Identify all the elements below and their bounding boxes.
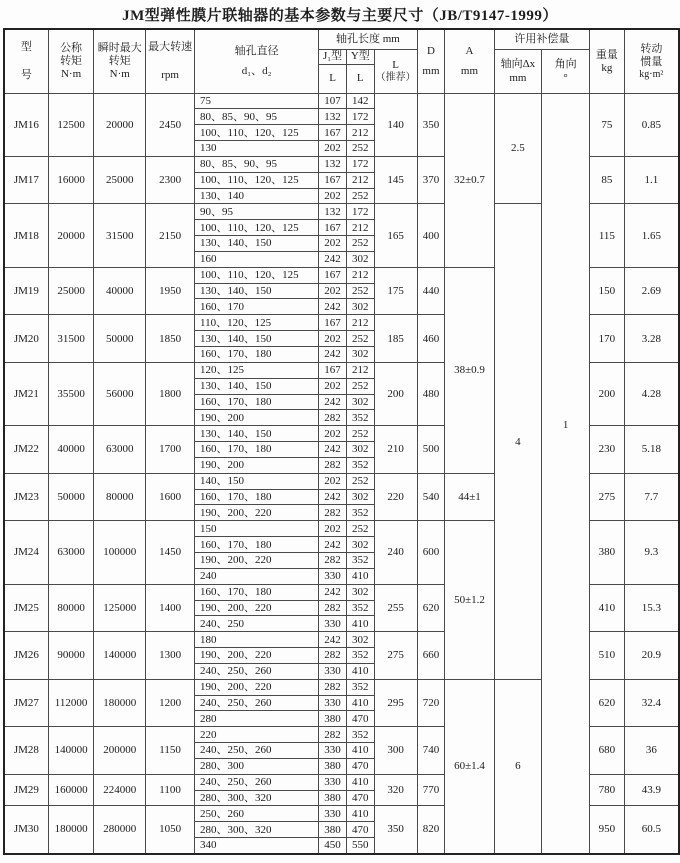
cell-y-length: 252 xyxy=(346,141,374,157)
cell-j1-length: 132 xyxy=(319,204,347,220)
cell-peak-torque: 50000 xyxy=(94,315,146,363)
cell-j1-length: 202 xyxy=(319,521,347,537)
cell-j1-length: 242 xyxy=(319,299,347,315)
cell-bore-diameter: 90、95 xyxy=(195,204,319,220)
cell-inertia: 0.85 xyxy=(624,93,679,156)
cell-bore-diameter: 80、85、90、95 xyxy=(195,156,319,172)
cell-j1-length: 330 xyxy=(319,568,347,584)
cell-weight: 950 xyxy=(590,806,625,854)
cell-nominal-torque: 90000 xyxy=(48,632,94,680)
cell-bore-diameter: 190、200 xyxy=(195,410,319,426)
cell-y-length: 410 xyxy=(346,568,374,584)
cell-y-length: 212 xyxy=(346,315,374,331)
cell-y-length: 410 xyxy=(346,695,374,711)
cell-peak-torque: 80000 xyxy=(94,473,146,521)
cell-y-length: 352 xyxy=(346,600,374,616)
cell-l-recommended: 220 xyxy=(374,473,417,521)
col-header-inertia: 转动 惯量 kg·m² xyxy=(624,29,679,93)
cell-d: 820 xyxy=(417,806,445,854)
cell-y-length: 352 xyxy=(346,410,374,426)
cell-weight: 170 xyxy=(590,315,625,363)
cell-d: 740 xyxy=(417,727,445,775)
cell-j1-length: 450 xyxy=(319,838,347,854)
cell-model: JM22 xyxy=(4,426,48,474)
cell-weight: 275 xyxy=(590,473,625,521)
cell-j1-length: 242 xyxy=(319,584,347,600)
cell-j1-length: 242 xyxy=(319,489,347,505)
cell-j1-length: 282 xyxy=(319,679,347,695)
cell-peak-torque: 40000 xyxy=(94,267,146,315)
cell-j1-length: 202 xyxy=(319,426,347,442)
cell-bore-diameter: 100、110、120、125 xyxy=(195,125,319,141)
cell-inertia: 5.18 xyxy=(624,426,679,474)
cell-bore-diameter: 280 xyxy=(195,711,319,727)
col-header-model-line1: 型 xyxy=(20,40,32,53)
cell-d: 720 xyxy=(417,679,445,727)
cell-j1-length: 202 xyxy=(319,236,347,252)
cell-bore-diameter: 280、300 xyxy=(195,758,319,774)
cell-inertia: 4.28 xyxy=(624,362,679,425)
cell-y-length: 302 xyxy=(346,632,374,648)
col-header-d: D mm xyxy=(417,29,445,93)
cell-nominal-torque: 20000 xyxy=(48,204,94,267)
col-header-peak-torque: 瞬时最大 转矩 N·m xyxy=(94,29,146,93)
cell-peak-torque: 31500 xyxy=(94,204,146,267)
cell-model: JM20 xyxy=(4,315,48,363)
cell-l-recommended: 175 xyxy=(374,267,417,315)
cell-j1-length: 282 xyxy=(319,457,347,473)
cell-bore-diameter: 240、250、260 xyxy=(195,663,319,679)
cell-j1-length: 167 xyxy=(319,267,347,283)
cell-bore-diameter: 250、260 xyxy=(195,806,319,822)
cell-weight: 680 xyxy=(590,727,625,775)
cell-l-recommended: 240 xyxy=(374,521,417,584)
cell-nominal-torque: 16000 xyxy=(48,156,94,204)
cell-bore-diameter: 140、150 xyxy=(195,473,319,489)
cell-max-speed: 2150 xyxy=(146,204,195,267)
cell-j1-length: 282 xyxy=(319,505,347,521)
cell-y-length: 252 xyxy=(346,188,374,204)
cell-nominal-torque: 160000 xyxy=(48,774,94,806)
cell-d: 370 xyxy=(417,156,445,204)
cell-weight: 230 xyxy=(590,426,625,474)
col-header-bore-length: 轴孔长度 mm xyxy=(319,29,417,49)
cell-nominal-torque: 112000 xyxy=(48,679,94,727)
col-header-l-recommended: L （推荐） xyxy=(374,49,417,93)
cell-j1-length: 330 xyxy=(319,806,347,822)
cell-y-length: 172 xyxy=(346,204,374,220)
cell-weight: 780 xyxy=(590,774,625,806)
cell-bore-diameter: 190、200、220 xyxy=(195,505,319,521)
cell-bore-diameter: 160 xyxy=(195,251,319,267)
cell-bore-diameter: 220 xyxy=(195,727,319,743)
cell-y-length: 410 xyxy=(346,774,374,790)
cell-peak-torque: 280000 xyxy=(94,806,146,854)
cell-inertia: 32.4 xyxy=(624,679,679,727)
cell-j1-length: 107 xyxy=(319,93,347,109)
cell-y-length: 352 xyxy=(346,679,374,695)
cell-y-length: 302 xyxy=(346,394,374,410)
cell-inertia: 43.9 xyxy=(624,774,679,806)
cell-l-recommended: 210 xyxy=(374,426,417,474)
cell-y-length: 302 xyxy=(346,299,374,315)
cell-peak-torque: 20000 xyxy=(94,93,146,156)
cell-bore-diameter: 180 xyxy=(195,632,319,648)
cell-bore-diameter: 75 xyxy=(195,93,319,109)
cell-j1-length: 242 xyxy=(319,442,347,458)
cell-y-length: 410 xyxy=(346,663,374,679)
cell-j1-length: 282 xyxy=(319,552,347,568)
col-header-axial: 轴向Δx mm xyxy=(494,49,542,93)
cell-model: JM16 xyxy=(4,93,48,156)
cell-j1-length: 242 xyxy=(319,632,347,648)
cell-y-length: 252 xyxy=(346,378,374,394)
cell-y-length: 252 xyxy=(346,331,374,347)
col-header-bore-diameter: 轴孔直径 d₁、d₂ xyxy=(195,29,319,93)
cell-j1-length: 282 xyxy=(319,727,347,743)
cell-l-recommended: 320 xyxy=(374,774,417,806)
cell-peak-torque: 140000 xyxy=(94,632,146,680)
cell-y-length: 550 xyxy=(346,838,374,854)
cell-y-length: 470 xyxy=(346,758,374,774)
cell-nominal-torque: 50000 xyxy=(48,473,94,521)
cell-bore-diameter: 190、200、220 xyxy=(195,600,319,616)
cell-j1-length: 330 xyxy=(319,695,347,711)
cell-weight: 75 xyxy=(590,93,625,156)
cell-l-recommended: 350 xyxy=(374,806,417,854)
cell-l-recommended: 255 xyxy=(374,584,417,632)
cell-bore-diameter: 130、140、150 xyxy=(195,331,319,347)
cell-d: 400 xyxy=(417,204,445,267)
cell-j1-length: 282 xyxy=(319,410,347,426)
cell-j1-length: 167 xyxy=(319,362,347,378)
cell-j1-length: 242 xyxy=(319,251,347,267)
cell-a: 50±1.2 xyxy=(445,521,494,679)
cell-peak-torque: 100000 xyxy=(94,521,146,584)
cell-j1-length: 282 xyxy=(319,600,347,616)
cell-max-speed: 1100 xyxy=(146,774,195,806)
cell-weight: 620 xyxy=(590,679,625,727)
cell-weight: 410 xyxy=(590,584,625,632)
cell-weight: 85 xyxy=(590,156,625,204)
cell-bore-diameter: 160、170、180 xyxy=(195,489,319,505)
col-header-model xyxy=(4,29,48,93)
cell-j1-length: 380 xyxy=(319,822,347,838)
cell-bore-diameter: 280、300、320 xyxy=(195,822,319,838)
cell-model: JM18 xyxy=(4,204,48,267)
page-title: JM型弹性膜片联轴器的基本参数与主要尺寸（JB/T9147-1999） xyxy=(122,8,558,24)
cell-y-length: 172 xyxy=(346,156,374,172)
cell-nominal-torque: 25000 xyxy=(48,267,94,315)
cell-d: 440 xyxy=(417,267,445,315)
cell-y-length: 410 xyxy=(346,806,374,822)
col-header-max-speed: 最大转速 rpm xyxy=(146,29,195,93)
cell-nominal-torque: 140000 xyxy=(48,727,94,775)
cell-max-speed: 1950 xyxy=(146,267,195,315)
cell-a: 60±1.4 xyxy=(445,679,494,853)
cell-y-length: 470 xyxy=(346,822,374,838)
cell-peak-torque: 224000 xyxy=(94,774,146,806)
cell-y-length: 352 xyxy=(346,552,374,568)
cell-j1-length: 167 xyxy=(319,315,347,331)
cell-weight: 510 xyxy=(590,632,625,680)
cell-a: 38±0.9 xyxy=(445,267,494,473)
cell-j1-length: 380 xyxy=(319,790,347,806)
cell-j1-length: 167 xyxy=(319,125,347,141)
cell-bore-diameter: 130、140、150 xyxy=(195,236,319,252)
col-header-angular: 角向 ° xyxy=(542,49,590,93)
cell-nominal-torque: 180000 xyxy=(48,806,94,854)
col-header-y-l: L xyxy=(346,64,374,93)
cell-d: 350 xyxy=(417,93,445,156)
cell-bore-diameter: 160、170、180 xyxy=(195,584,319,600)
col-header-compensation: 许用补偿量 xyxy=(494,29,590,49)
cell-l-recommended: 165 xyxy=(374,204,417,267)
cell-j1-length: 202 xyxy=(319,331,347,347)
cell-bore-diameter: 150 xyxy=(195,521,319,537)
cell-max-speed: 1200 xyxy=(146,679,195,727)
cell-y-length: 252 xyxy=(346,426,374,442)
col-header-a: A mm xyxy=(445,29,494,93)
cell-nominal-torque: 63000 xyxy=(48,521,94,584)
cell-max-speed: 1050 xyxy=(146,806,195,854)
cell-bore-diameter: 100、110、120、125 xyxy=(195,220,319,236)
cell-nominal-torque: 12500 xyxy=(48,93,94,156)
cell-bore-diameter: 110、120、125 xyxy=(195,315,319,331)
cell-j1-length: 132 xyxy=(319,109,347,125)
cell-j1-length: 282 xyxy=(319,648,347,664)
cell-max-speed: 1850 xyxy=(146,315,195,363)
cell-j1-length: 167 xyxy=(319,172,347,188)
cell-j1-length: 242 xyxy=(319,537,347,553)
cell-y-length: 252 xyxy=(346,473,374,489)
cell-d: 600 xyxy=(417,521,445,584)
cell-l-recommended: 300 xyxy=(374,727,417,775)
cell-max-speed: 1600 xyxy=(146,473,195,521)
cell-inertia: 36 xyxy=(624,727,679,775)
cell-bore-diameter: 160、170、180 xyxy=(195,442,319,458)
cell-peak-torque: 125000 xyxy=(94,584,146,632)
cell-d: 540 xyxy=(417,473,445,521)
cell-bore-diameter: 160、170 xyxy=(195,299,319,315)
cell-max-speed: 1400 xyxy=(146,584,195,632)
cell-j1-length: 380 xyxy=(319,711,347,727)
col-header-j1-l: L xyxy=(319,64,347,93)
cell-weight: 115 xyxy=(590,204,625,267)
cell-peak-torque: 180000 xyxy=(94,679,146,727)
cell-y-length: 352 xyxy=(346,648,374,664)
cell-bore-diameter: 190、200、220 xyxy=(195,552,319,568)
cell-max-speed: 1700 xyxy=(146,426,195,474)
cell-y-length: 302 xyxy=(346,251,374,267)
spec-table xyxy=(3,28,680,855)
cell-bore-diameter: 120、125 xyxy=(195,362,319,378)
cell-y-length: 212 xyxy=(346,172,374,188)
cell-bore-diameter: 280、300、320 xyxy=(195,790,319,806)
cell-model: JM28 xyxy=(4,727,48,775)
cell-y-length: 410 xyxy=(346,616,374,632)
cell-d: 460 xyxy=(417,315,445,363)
cell-bore-diameter: 130、140、150 xyxy=(195,378,319,394)
cell-angular: 1 xyxy=(542,93,590,854)
cell-max-speed: 1800 xyxy=(146,362,195,425)
col-header-j1-type: J₁型 xyxy=(319,49,347,64)
col-header-weight: 重量 kg xyxy=(590,29,625,93)
cell-peak-torque: 25000 xyxy=(94,156,146,204)
cell-max-speed: 2450 xyxy=(146,93,195,156)
cell-a: 44±1 xyxy=(445,473,494,521)
cell-l-recommended: 140 xyxy=(374,93,417,156)
cell-d: 660 xyxy=(417,632,445,680)
col-header-model-line2: 号 xyxy=(20,69,32,82)
cell-model: JM24 xyxy=(4,521,48,584)
cell-nominal-torque: 40000 xyxy=(48,426,94,474)
cell-inertia: 3.28 xyxy=(624,315,679,363)
cell-bore-diameter: 240 xyxy=(195,568,319,584)
cell-weight: 150 xyxy=(590,267,625,315)
cell-y-length: 302 xyxy=(346,442,374,458)
table-header xyxy=(4,29,679,93)
cell-j1-length: 330 xyxy=(319,774,347,790)
cell-bore-diameter: 240、250 xyxy=(195,616,319,632)
cell-model: JM26 xyxy=(4,632,48,680)
cell-inertia: 1.65 xyxy=(624,204,679,267)
cell-j1-length: 330 xyxy=(319,743,347,759)
cell-bore-diameter: 160、170、180 xyxy=(195,537,319,553)
table-body xyxy=(4,93,679,854)
cell-axial-delta-x: 4 xyxy=(494,204,542,679)
cell-model: JM30 xyxy=(4,806,48,854)
cell-y-length: 302 xyxy=(346,489,374,505)
cell-model: JM25 xyxy=(4,584,48,632)
cell-l-recommended: 145 xyxy=(374,156,417,204)
cell-y-length: 212 xyxy=(346,220,374,236)
cell-max-speed: 1300 xyxy=(146,632,195,680)
cell-y-length: 212 xyxy=(346,125,374,141)
cell-l-recommended: 200 xyxy=(374,362,417,425)
cell-j1-length: 242 xyxy=(319,394,347,410)
cell-bore-diameter: 190、200 xyxy=(195,457,319,473)
cell-y-length: 352 xyxy=(346,505,374,521)
cell-d: 480 xyxy=(417,362,445,425)
cell-l-recommended: 275 xyxy=(374,632,417,680)
cell-nominal-torque: 80000 xyxy=(48,584,94,632)
cell-model: JM19 xyxy=(4,267,48,315)
cell-weight: 200 xyxy=(590,362,625,425)
col-header-nominal-torque: 公称 转矩 N·m xyxy=(48,29,94,93)
header-row-1 xyxy=(4,29,679,49)
cell-y-length: 302 xyxy=(346,584,374,600)
cell-j1-length: 202 xyxy=(319,141,347,157)
cell-bore-diameter: 80、85、90、95 xyxy=(195,109,319,125)
cell-inertia: 60.5 xyxy=(624,806,679,854)
col-header-y-type: Y型 xyxy=(346,49,374,64)
cell-inertia: 1.1 xyxy=(624,156,679,204)
cell-y-length: 212 xyxy=(346,267,374,283)
cell-y-length: 252 xyxy=(346,283,374,299)
cell-model: JM23 xyxy=(4,473,48,521)
cell-inertia: 7.7 xyxy=(624,473,679,521)
cell-d: 620 xyxy=(417,584,445,632)
cell-peak-torque: 200000 xyxy=(94,727,146,775)
cell-j1-length: 167 xyxy=(319,220,347,236)
cell-bore-diameter: 130、140 xyxy=(195,188,319,204)
cell-model: JM27 xyxy=(4,679,48,727)
cell-inertia: 15.3 xyxy=(624,584,679,632)
cell-y-length: 302 xyxy=(346,537,374,553)
cell-j1-length: 330 xyxy=(319,616,347,632)
cell-model: JM29 xyxy=(4,774,48,806)
cell-inertia: 20.9 xyxy=(624,632,679,680)
cell-inertia: 9.3 xyxy=(624,521,679,584)
cell-max-speed: 2300 xyxy=(146,156,195,204)
cell-j1-length: 242 xyxy=(319,347,347,363)
cell-j1-length: 330 xyxy=(319,663,347,679)
cell-model: JM21 xyxy=(4,362,48,425)
cell-j1-length: 202 xyxy=(319,188,347,204)
cell-model: JM17 xyxy=(4,156,48,204)
cell-y-length: 302 xyxy=(346,347,374,363)
cell-bore-diameter: 160、170、180 xyxy=(195,347,319,363)
cell-inertia: 2.69 xyxy=(624,267,679,315)
cell-weight: 380 xyxy=(590,521,625,584)
cell-nominal-torque: 35500 xyxy=(48,362,94,425)
cell-max-speed: 1450 xyxy=(146,521,195,584)
cell-bore-diameter: 340 xyxy=(195,838,319,854)
cell-y-length: 410 xyxy=(346,743,374,759)
cell-bore-diameter: 130、140、150 xyxy=(195,283,319,299)
cell-j1-length: 202 xyxy=(319,473,347,489)
cell-bore-diameter: 130、140、150 xyxy=(195,426,319,442)
cell-peak-torque: 63000 xyxy=(94,426,146,474)
cell-y-length: 252 xyxy=(346,236,374,252)
cell-d: 770 xyxy=(417,774,445,806)
cell-l-recommended: 185 xyxy=(374,315,417,363)
cell-y-length: 352 xyxy=(346,457,374,473)
cell-bore-diameter: 100、110、120、125 xyxy=(195,172,319,188)
cell-bore-diameter: 130 xyxy=(195,141,319,157)
cell-j1-length: 202 xyxy=(319,283,347,299)
cell-peak-torque: 56000 xyxy=(94,362,146,425)
cell-j1-length: 380 xyxy=(319,758,347,774)
cell-bore-diameter: 190、200、220 xyxy=(195,648,319,664)
cell-max-speed: 1150 xyxy=(146,727,195,775)
cell-y-length: 212 xyxy=(346,362,374,378)
cell-axial-delta-x: 6 xyxy=(494,679,542,853)
cell-bore-diameter: 240、250、260 xyxy=(195,774,319,790)
cell-axial-delta-x: 2.5 xyxy=(494,93,542,204)
cell-nominal-torque: 31500 xyxy=(48,315,94,363)
cell-l-recommended: 295 xyxy=(374,679,417,727)
cell-y-length: 172 xyxy=(346,109,374,125)
table-row xyxy=(4,93,679,109)
cell-bore-diameter: 240、250、260 xyxy=(195,695,319,711)
cell-j1-length: 202 xyxy=(319,378,347,394)
cell-y-length: 470 xyxy=(346,711,374,727)
cell-bore-diameter: 240、250、260 xyxy=(195,743,319,759)
cell-y-length: 252 xyxy=(346,521,374,537)
cell-bore-diameter: 160、170、180 xyxy=(195,394,319,410)
cell-bore-diameter: 100、110、120、125 xyxy=(195,267,319,283)
cell-y-length: 470 xyxy=(346,790,374,806)
cell-y-length: 352 xyxy=(346,727,374,743)
cell-j1-length: 132 xyxy=(319,156,347,172)
cell-a: 32±0.7 xyxy=(445,93,494,267)
cell-bore-diameter: 190、200、220 xyxy=(195,679,319,695)
cell-y-length: 142 xyxy=(346,93,374,109)
cell-d: 500 xyxy=(417,426,445,474)
